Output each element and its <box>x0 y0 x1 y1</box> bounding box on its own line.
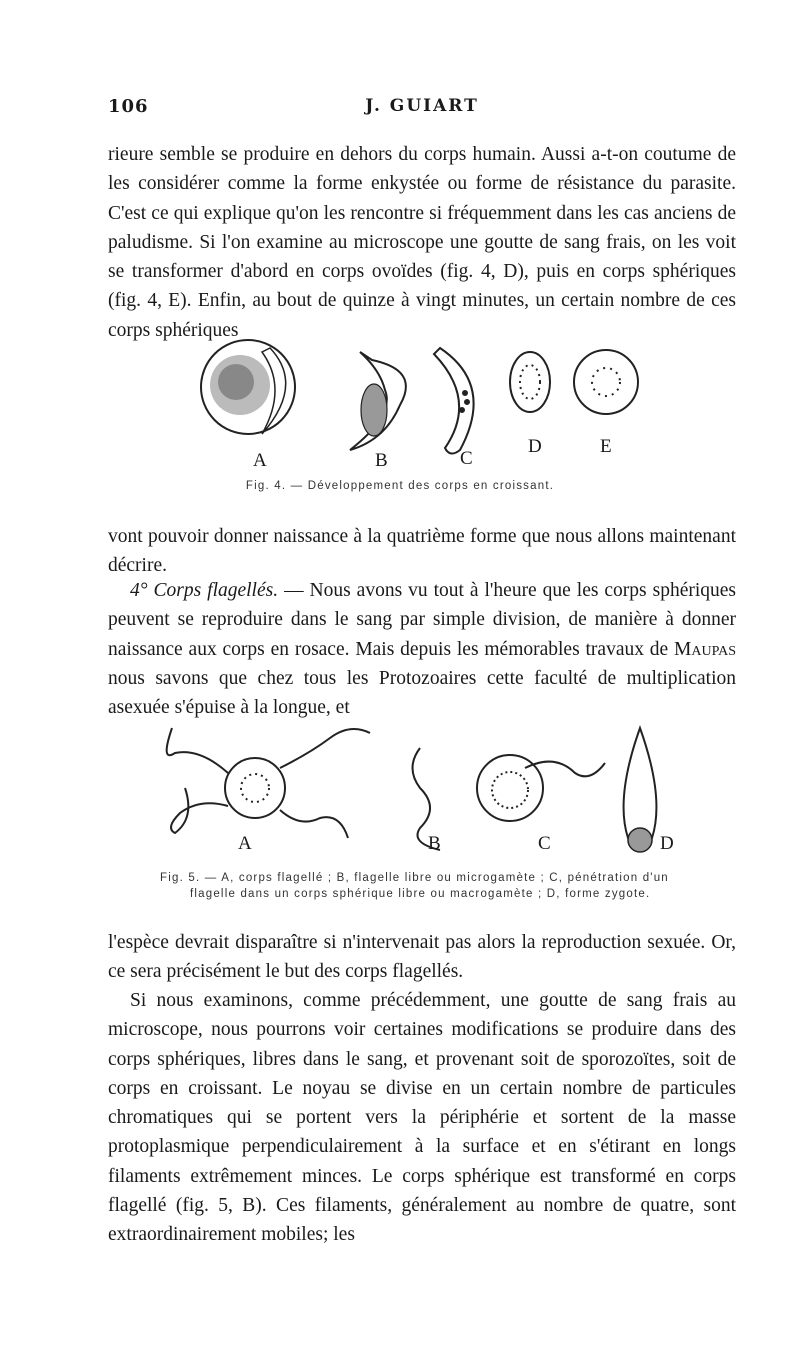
fig4-label-c: C <box>460 448 473 469</box>
paragraph-3 <box>108 576 736 722</box>
section-heading-corps-flagelles: 4° Corps flagellés. <box>130 580 279 601</box>
figure-4 <box>0 330 800 500</box>
fig4-label-b: B <box>375 450 388 471</box>
fig4-cell-b <box>350 352 406 450</box>
fig5-cell-c <box>477 755 605 821</box>
fig5-label-a: A <box>238 833 252 854</box>
page-number: 106 <box>108 96 149 117</box>
fig5-label-b: B <box>428 833 441 854</box>
figure-4-caption: Fig. 4. — Développement des corps en croissant. <box>245 480 555 492</box>
fig4-label-e: E <box>600 436 612 457</box>
figure-5-illustration <box>0 718 800 868</box>
paragraph-2: vont pouvoir donner naissance à la quatrième forme que nous allons maintenant décrire. <box>108 526 736 577</box>
fig4-label-d: D <box>528 436 542 457</box>
figure-4-illustration <box>0 330 800 500</box>
paragraph-5: Si nous examinons, comme précédemment, une goutte de sang frais au microscope, nous pourrons voir certaines modifications se produire dans des corps sphériques, libres dans le sang, et provenant soit de sporozoïtes, soit de corps en croissant. Le noyau se divise en un certain nombre de particules chromatiques qui se portent vers la périphérie et sortent de la masse protoplasmique perpendiculairement à la surface et en s'étirant en longs filaments extrêmement minces. Le corps sphérique est transformé en corps flagellé (fig. 5, B). Ces filaments, généralement au nombre de quatre, sont extraordinairement mobiles; les <box>108 990 736 1246</box>
running-head: J. GUIART <box>365 96 479 116</box>
fig4-cell-d <box>510 352 550 412</box>
fig4-label-a: A <box>253 450 267 471</box>
figure-5 <box>0 718 800 918</box>
fig5-label-c: C <box>538 833 551 854</box>
fig4-cell-c <box>434 348 474 454</box>
fig5-label-d: D <box>660 833 674 854</box>
paragraph-4: l'espèce devrait disparaître si n'intervenait pas alors la reproduction sexuée. Or, ce sera précisément le but des corps flagellés. <box>108 932 736 983</box>
fig5-zygote-d <box>624 728 657 852</box>
fig4-cell-e <box>574 350 638 414</box>
paragraph-3-text-b: nous savons que chez tous les Protozoaires cette faculté de multiplication asexuée s'épuise à la longue, et <box>108 667 736 719</box>
figure-5-caption-line-1: Fig. 5. — A, corps flagellé ; B, flagelle libre ou microgamète ; C, pénétration d'un <box>160 872 669 884</box>
page-header <box>108 96 736 126</box>
fig5-body-a <box>167 728 370 838</box>
paragraph-3-text-a: — Nous avons vu tout à l'heure que les corps sphériques peuvent se reproduire dans le sang par simple division, de manière à donner naissance aux corps en rosace. Mais depuis les mémorables travaux de <box>108 580 737 660</box>
figure-5-caption-line-2: flagelle dans un corps sphérique libre ou macrogamète ; D, forme zygote. <box>190 888 651 900</box>
author-name: Maupas <box>674 638 736 660</box>
fig4-cell-a <box>201 340 295 434</box>
figure-5-caption <box>160 870 720 902</box>
paragraph-1: rieure semble se produire en dehors du corps humain. Aussi a-t-on coutume de les considérer comme la forme enkystée ou forme de résistance du parasite. C'est ce qui explique qu'on les rencontre si fréquemment dans les cas anciens de paludisme. Si l'on examine au microscope une goutte de sang frais, on les voit se transformer d'abord en corps ovoïdes (fig. 4, D), puis en corps sphériques (fig. 4, E). Enfin, au bout de quinze à vingt minutes, un certain nombre de ces corps sphériques <box>108 144 736 341</box>
